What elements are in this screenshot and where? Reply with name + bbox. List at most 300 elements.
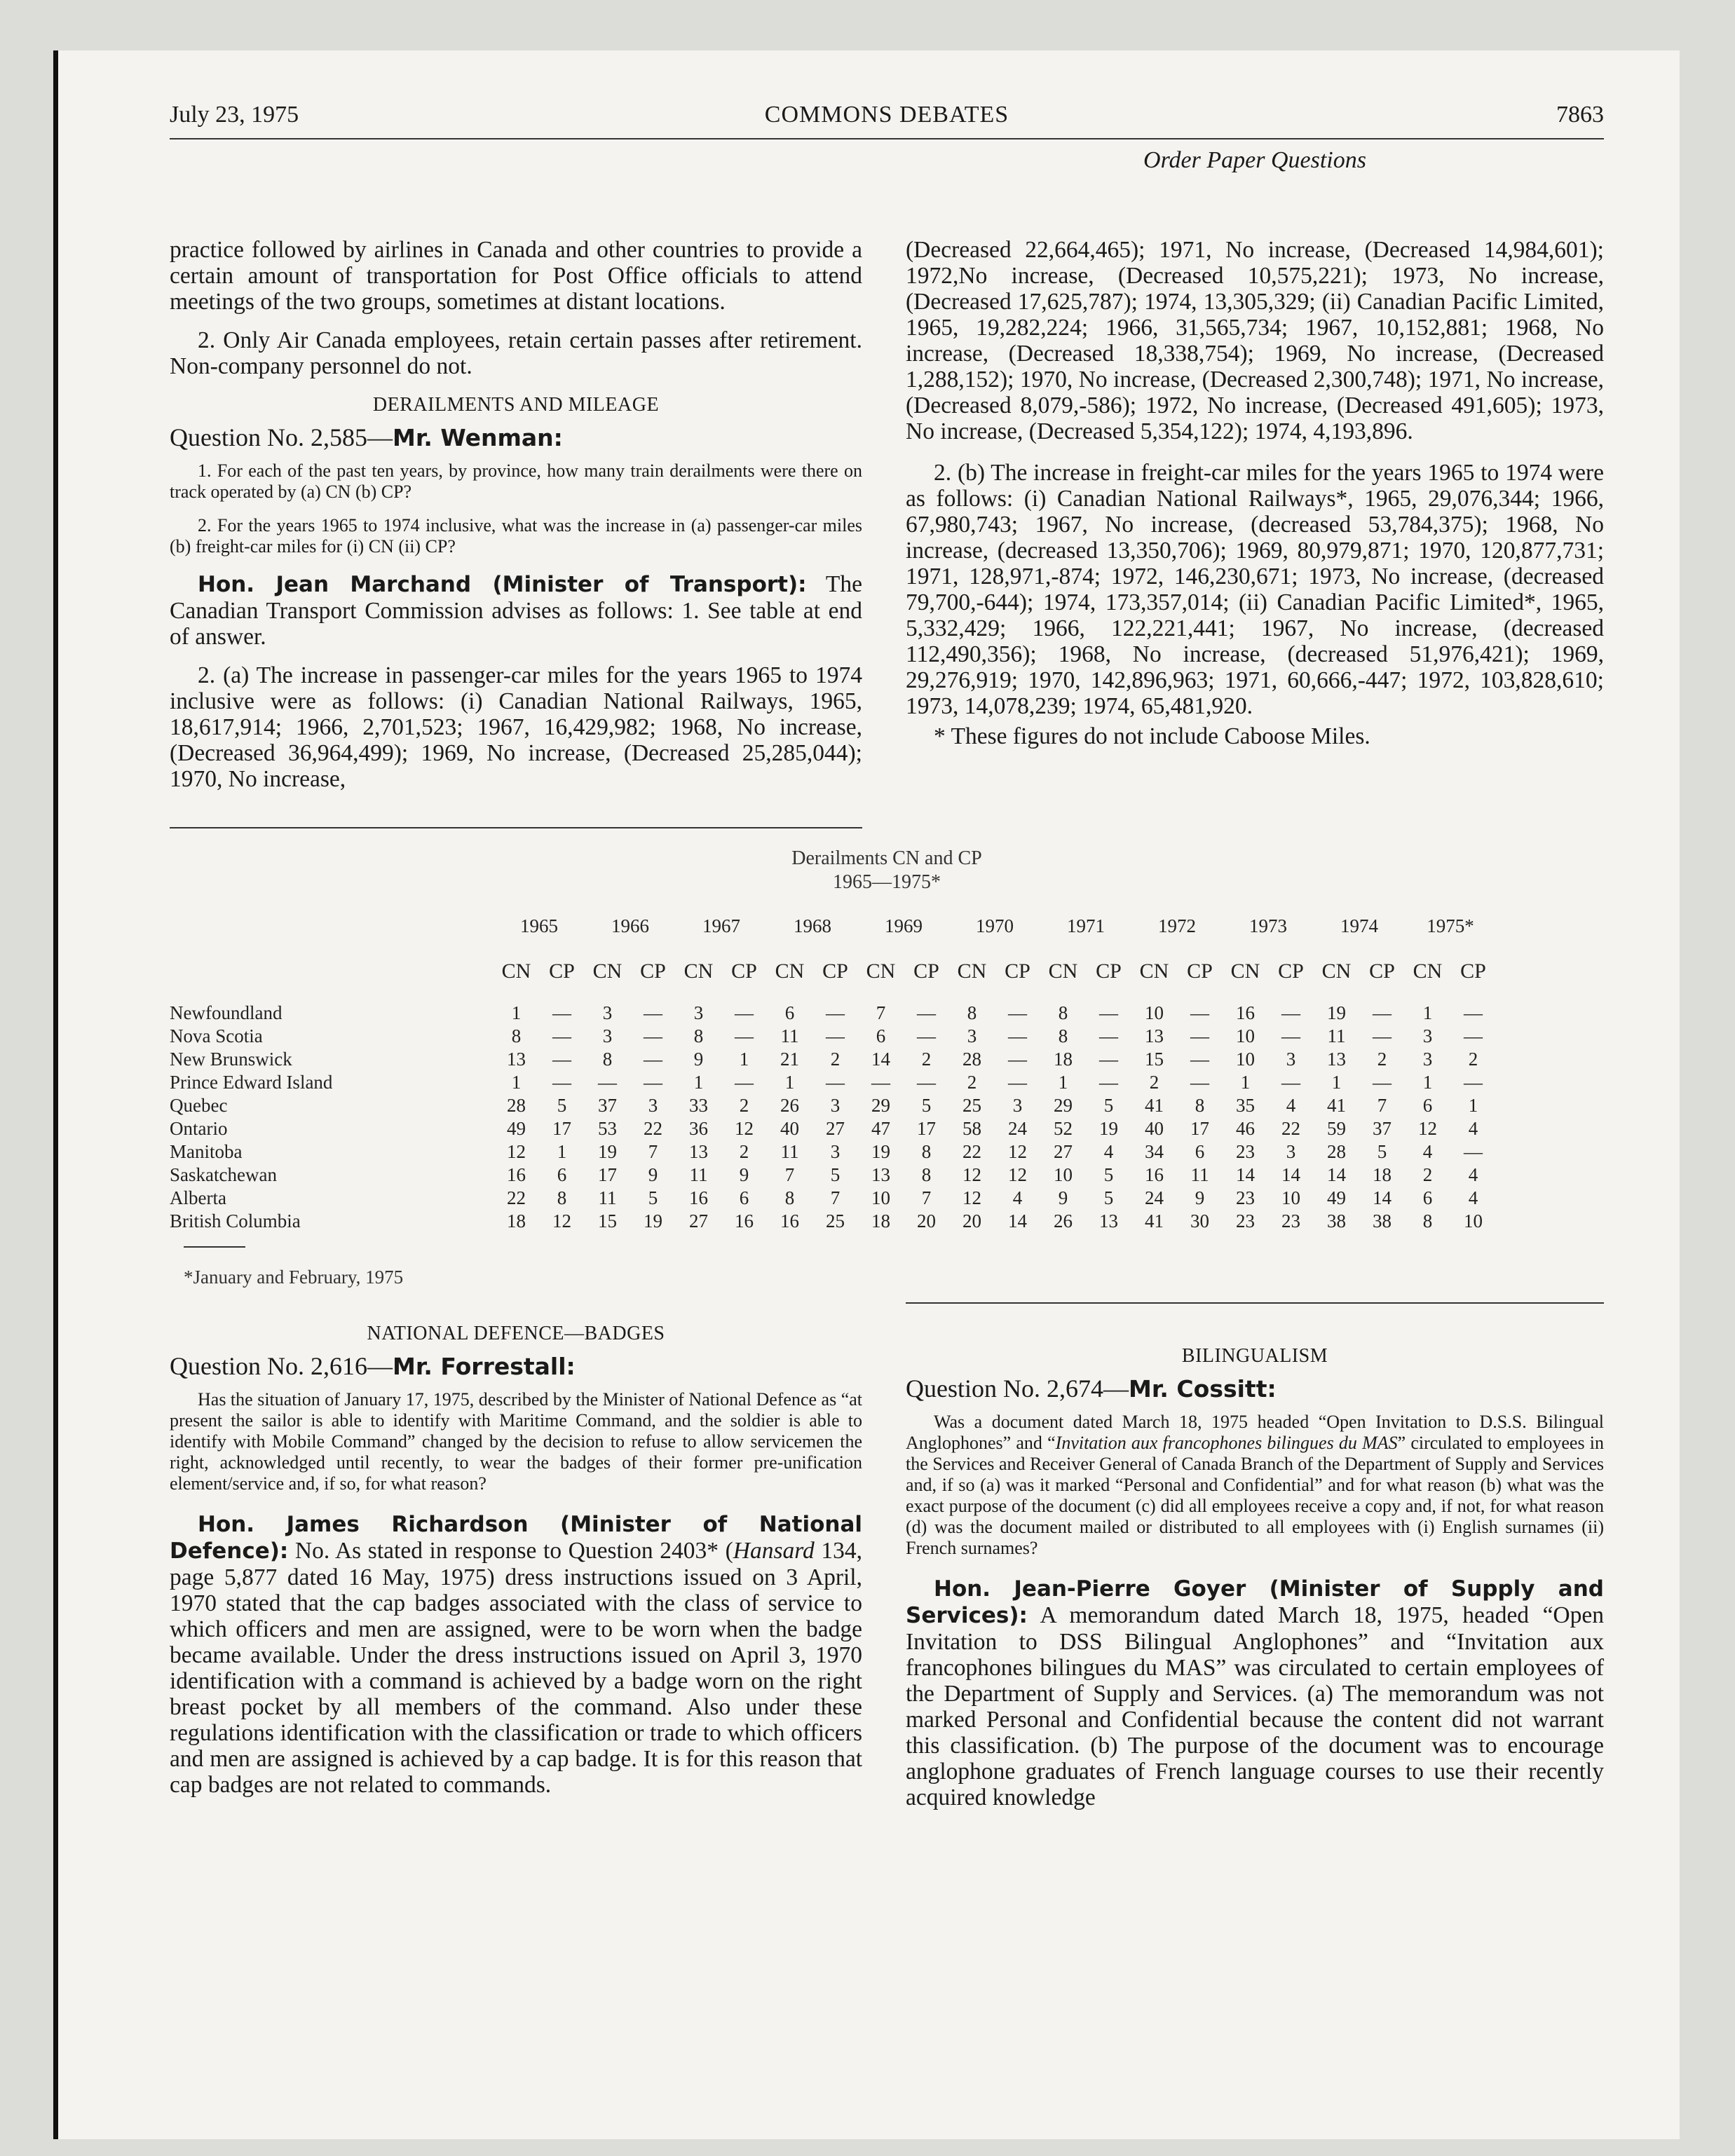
table-cell: 10 <box>1054 1164 1073 1185</box>
province-name: Saskatchewan <box>170 1164 277 1185</box>
paragraph: 2. Only Air Canada employees, retain certain passes after retirement. Non-company personnel do not. <box>170 327 862 379</box>
company-header: CP <box>1460 960 1486 983</box>
table-cell: 17 <box>598 1164 617 1185</box>
table-cell: 3 <box>693 1002 704 1023</box>
question-member: Mr. Cossitt: <box>1129 1375 1277 1403</box>
year-header: 1968 <box>794 915 831 936</box>
table-cell: 26 <box>780 1095 799 1116</box>
table-cell: 17 <box>917 1118 936 1139</box>
table-cell: — <box>644 1002 662 1023</box>
table-cell: — <box>1190 1002 1209 1023</box>
question-text-part: ” circulated to employees in the Services and Receiver General of Canada Branch of the Department of Supply and Services and, if so (a) was it marked “Personal and Confidential” and for what reason (b) what was the exact purpose of the document (c) did all employees receive a copy and, if not, for what reason (d) was the document mailed or distributed to all employees with (i) English surnames (ii) French surnames? <box>906 1433 1604 1558</box>
table-cell: 27 <box>826 1118 845 1139</box>
table-cell: 6 <box>784 1002 795 1023</box>
table-cell: — <box>826 1025 845 1046</box>
table-cell: 10 <box>1145 1002 1164 1023</box>
table-cell: 10 <box>871 1187 890 1208</box>
table-cell: 36 <box>689 1118 708 1139</box>
province-name: Ontario <box>170 1118 228 1139</box>
table-cell: — <box>1190 1025 1209 1046</box>
table-cell: — <box>735 1025 754 1046</box>
table-cell: — <box>1281 1002 1300 1023</box>
table-cell: 5 <box>1377 1141 1387 1162</box>
table-cell: 19 <box>871 1141 890 1162</box>
table-cell: 46 <box>1236 1118 1255 1139</box>
table-cell: 13 <box>689 1141 708 1162</box>
table-cell: 5 <box>648 1187 658 1208</box>
table-cell: 10 <box>1464 1210 1483 1231</box>
table-cell: 13 <box>1145 1025 1164 1046</box>
table-cell: 6 <box>739 1187 749 1208</box>
question-label: Question No. 2,674— <box>906 1374 1129 1403</box>
right-column-top <box>906 237 1604 762</box>
table-cell: 8 <box>1058 1002 1068 1023</box>
table-cell: 22 <box>644 1118 662 1139</box>
table-cell: — <box>552 1072 571 1093</box>
table-cell: 23 <box>1236 1141 1255 1162</box>
header-rule <box>170 138 1604 139</box>
table-cell: 47 <box>871 1118 890 1139</box>
table-cell: 13 <box>871 1164 890 1185</box>
table-title <box>170 847 1604 894</box>
table-title-years: 1965—1975* <box>833 871 941 893</box>
table-cell: 7 <box>784 1164 795 1185</box>
table-cell: 8 <box>1195 1095 1205 1116</box>
table-row <box>170 1094 1496 1117</box>
table-cell: 2 <box>1149 1072 1159 1093</box>
company-header: CP <box>640 960 666 983</box>
table-cell: 16 <box>735 1210 754 1231</box>
table-cell: — <box>1373 1072 1392 1093</box>
table-cell: 3 <box>1286 1141 1296 1162</box>
table-cell: 23 <box>1281 1210 1300 1231</box>
table-cell: 22 <box>1281 1118 1300 1139</box>
table-cell: 3 <box>648 1095 658 1116</box>
table-cell: — <box>1008 1072 1027 1093</box>
table-cell: 22 <box>962 1141 981 1162</box>
table-cell: 2 <box>739 1141 749 1162</box>
table-cell: 1 <box>1422 1072 1433 1093</box>
table-row <box>170 1117 1496 1140</box>
table-cell: 7 <box>648 1141 658 1162</box>
company-header: CP <box>1187 960 1213 983</box>
table-cell: — <box>1190 1072 1209 1093</box>
table-cell: 2 <box>1422 1164 1433 1185</box>
table-cell: 1 <box>784 1072 795 1093</box>
table-cell: — <box>1099 1072 1118 1093</box>
table-cell: — <box>1008 1049 1027 1070</box>
table-title-line: Derailments CN and CP <box>791 847 982 869</box>
table-cell: — <box>598 1072 617 1093</box>
table-cell: 35 <box>1236 1095 1255 1116</box>
table-cell: 3 <box>967 1025 977 1046</box>
table-cell: 12 <box>507 1141 526 1162</box>
table-cell: 8 <box>921 1164 932 1185</box>
table-cell: 40 <box>780 1118 799 1139</box>
table-cell: — <box>871 1072 890 1093</box>
table-cell: 18 <box>1373 1164 1392 1185</box>
province-name: Manitoba <box>170 1141 243 1162</box>
table-cell: 4 <box>1012 1187 1023 1208</box>
table-cell: 12 <box>962 1187 981 1208</box>
table-cell: 10 <box>1281 1187 1300 1208</box>
table-cell: 12 <box>735 1118 754 1139</box>
company-header: CN <box>683 960 714 983</box>
table-cell: — <box>1464 1141 1483 1162</box>
table-cell: 10 <box>1236 1025 1255 1046</box>
province-name: Quebec <box>170 1095 228 1116</box>
paragraph: (Decreased 22,664,465); 1971, No increase, (Decreased 14,984,601); 1972,No increase, (Decreased 10,575,221); 1973, No increase, (Decreased 17,625,787); 1974, 13,305,329; (ii) Canadian Pacific Limited, 1965, 19,282,224; 1966, 31,565,734; 1967, 10,152,881; 1968, No increase, (Decreased 18,338,754); 1969, No increase, (Decreased 1,288,152); 1970, No increase, (Decreased 2,300,748); 1971, No increase, (Decreased 8,079,-586); 1972, No increase, (Decreased 491,605); 1973, No increase, (Decreased 5,354,122); 1974, 4,193,896. <box>906 237 1604 444</box>
table-cell: 6 <box>1422 1095 1433 1116</box>
table-cell: — <box>1190 1049 1209 1070</box>
table-cell: — <box>1099 1025 1118 1046</box>
table-cell: 7 <box>876 1002 886 1023</box>
table-cell: 9 <box>648 1164 658 1185</box>
paragraph: 2. (b) The increase in freight-car miles for the years 1965 to 1974 were as follows: (i) Canadian National Railways*, 1965, 29,076,344; 1966, 67,980,743; 1967, No increase, (decreased 53,784,375); 1968, No increase, (decreased 13,350,706); 1969, 80,979,871; 1970, 120,877,731; 1971, 128,971,-874; 1972, 146,230,671; 1973, No increase, (decreased 79,700,-644); 1974, 173,357,014; (ii) Canadian Pacific Limited*, 1965, 5,332,429; 1966, 122,221,441; 1967, No increase, (decreased 112,490,356); 1968, No increase, (decreased 51,976,421); 1969, 29,276,919; 1970, 142,896,963; 1971, 60,666,-447; 1972, 103,828,610; 1973, 14,078,239; 1974, 65,481,920. <box>906 460 1604 719</box>
table-cell: 8 <box>921 1141 932 1162</box>
table-cell: 14 <box>1373 1187 1392 1208</box>
table-cell: 9 <box>1058 1187 1068 1208</box>
answer-paragraph <box>170 1511 862 1798</box>
table-cell: 41 <box>1145 1210 1164 1231</box>
company-header: CN <box>775 960 805 983</box>
company-header: CP <box>1005 960 1030 983</box>
left-column-top <box>170 237 862 805</box>
table-cell: 13 <box>507 1049 526 1070</box>
table-cell: 8 <box>967 1002 977 1023</box>
table-cell: 37 <box>1373 1118 1392 1139</box>
table-row <box>170 1187 1496 1210</box>
paragraph: practice followed by airlines in Canada and other countries to provide a certain amount of transportation for Post Office officials to attend meetings of the two groups, sometimes at distant locations. <box>170 237 862 315</box>
table-cell: 23 <box>1236 1210 1255 1231</box>
table-cell: 41 <box>1327 1095 1346 1116</box>
table-cell: 2 <box>739 1095 749 1116</box>
answer-text: The Canadian Transport Commission advises as follows: 1. See table at end of answer. <box>170 571 862 650</box>
table-cell: 18 <box>1054 1049 1073 1070</box>
corner-cell <box>170 960 494 1002</box>
table-cell: 15 <box>598 1210 617 1231</box>
table-cell: 3 <box>1422 1049 1433 1070</box>
table-cell: 8 <box>1422 1210 1433 1231</box>
table-cell: 7 <box>921 1187 932 1208</box>
table-cell: 1 <box>1240 1072 1251 1093</box>
province-name: New Brunswick <box>170 1049 292 1070</box>
table-cell: — <box>917 1025 936 1046</box>
section-heading: NATIONAL DEFENCE—BADGES <box>367 1323 665 1344</box>
table-cell: 1 <box>1468 1095 1478 1116</box>
left-column-bottom <box>170 1311 862 1810</box>
table-cell: 5 <box>921 1095 932 1116</box>
table-cell: 16 <box>507 1164 526 1185</box>
table-cell: 14 <box>1236 1164 1255 1185</box>
table-cell: 12 <box>552 1210 571 1231</box>
table-cell: 29 <box>871 1095 890 1116</box>
table-cell: 1 <box>739 1049 749 1070</box>
table-cell: 24 <box>1008 1118 1027 1139</box>
table-cell: 3 <box>602 1025 613 1046</box>
table-cell: 4 <box>1468 1164 1478 1185</box>
table-row <box>170 1071 1496 1094</box>
table-row <box>170 1210 1496 1233</box>
company-header: CN <box>1413 960 1443 983</box>
table-cell: — <box>735 1002 754 1023</box>
province-name: Alberta <box>170 1187 226 1208</box>
table-cell: 5 <box>830 1164 841 1185</box>
table-cell: 49 <box>1327 1187 1346 1208</box>
footnote-rule <box>184 1246 245 1248</box>
table-cell: — <box>826 1002 845 1023</box>
table-cell: 12 <box>1008 1164 1027 1185</box>
table-cell: 20 <box>962 1210 981 1231</box>
company-header: CN <box>957 960 987 983</box>
table-cell: — <box>1008 1025 1027 1046</box>
question-member: Mr. Forrestall: <box>393 1353 576 1380</box>
table-cell: 52 <box>1054 1118 1073 1139</box>
table-cell: 8 <box>784 1187 795 1208</box>
company-header: CP <box>913 960 939 983</box>
table-cell: 19 <box>1099 1118 1118 1139</box>
question-text: 2. For the years 1965 to 1974 inclusive, what was the increase in (a) passenger-car miles (b) freight-car miles for (i) CN (ii) CP? <box>170 515 862 557</box>
table-cell: 5 <box>1103 1187 1114 1208</box>
province-name: Nova Scotia <box>170 1025 263 1046</box>
table-cell: 4 <box>1103 1141 1114 1162</box>
answer-text: No. As stated in response to Question 2403* ( <box>288 1538 733 1564</box>
year-header: 1974 <box>1340 915 1378 936</box>
table-cell: 7 <box>1377 1095 1387 1116</box>
table-cell: — <box>552 1002 571 1023</box>
table-cell: 8 <box>602 1049 613 1070</box>
answer-paragraph <box>906 1576 1604 1810</box>
table-cell: 14 <box>871 1049 890 1070</box>
table-cell: 41 <box>1145 1095 1164 1116</box>
question-label: Question No. 2,616— <box>170 1352 393 1380</box>
question-label: Question No. 2,585— <box>170 423 393 451</box>
table-cell: 11 <box>1190 1164 1209 1185</box>
table-cell: — <box>1281 1025 1300 1046</box>
table-year-header <box>170 915 1496 960</box>
table-cell: 59 <box>1327 1118 1346 1139</box>
table-cell: 18 <box>507 1210 526 1231</box>
table-cell: 12 <box>962 1164 981 1185</box>
table-cell: 9 <box>739 1164 749 1185</box>
table-cell: 2 <box>921 1049 932 1070</box>
table-cell: 3 <box>1286 1049 1296 1070</box>
table-cell: 24 <box>1145 1187 1164 1208</box>
table-cell: — <box>1008 1002 1027 1023</box>
table-cell: — <box>552 1025 571 1046</box>
header-title: COMMONS DEBATES <box>764 102 1009 128</box>
table-cell: 19 <box>1327 1002 1346 1023</box>
company-header: CP <box>549 960 575 983</box>
table-cell: 2 <box>1468 1049 1478 1070</box>
province-name: Prince Edward Island <box>170 1072 333 1093</box>
section-rule <box>906 1302 1604 1304</box>
section-heading: BILINGUALISM <box>1181 1345 1328 1367</box>
table-cell: — <box>1464 1072 1483 1093</box>
table-cell: 8 <box>557 1187 567 1208</box>
table-cell: 26 <box>1054 1210 1073 1231</box>
question-text-part: Was a document dated March 18, 1975 headed “Open Invitation to D.S.S. Bilingual Anglophones” and “ <box>906 1412 1604 1453</box>
table-cell: — <box>917 1002 936 1023</box>
table-cell: — <box>644 1025 662 1046</box>
company-header: CP <box>1369 960 1395 983</box>
year-header: 1969 <box>885 915 923 936</box>
table-cell: 3 <box>830 1095 841 1116</box>
table-cell: 19 <box>598 1141 617 1162</box>
table-cell: 16 <box>780 1210 799 1231</box>
table-cell: 12 <box>1418 1118 1437 1139</box>
answer-text: A memorandum dated March 18, 1975, headed “Open Invitation to DSS Bilingual Anglophones” and “Invitation aux francophones bilingues du MAS” was circulated to certain employees of the Department of Supply and Services. (a) The memorandum was not marked Personal and Confidential because the content did not warrant this classification. (b) The purpose of the document was to encourage anglophone graduates of French language courses to use their recently acquired knowledge <box>906 1602 1604 1810</box>
table-row <box>170 1164 1496 1187</box>
hansard-ref: Hansard <box>733 1538 815 1564</box>
table-cell: — <box>1373 1025 1392 1046</box>
question-text-italic: Invitation aux francophones bilingues du MAS <box>1055 1433 1398 1453</box>
table-cell: 8 <box>511 1025 522 1046</box>
table-cell: 14 <box>1327 1164 1346 1185</box>
table-cell: — <box>644 1049 662 1070</box>
table-cell: 13 <box>1099 1210 1118 1231</box>
table-cell: 27 <box>1054 1141 1073 1162</box>
table-footnote: *January and February, 1975 <box>184 1267 404 1288</box>
header-date: July 23, 1975 <box>170 102 299 128</box>
company-header: CN <box>1321 960 1352 983</box>
table-cell: 5 <box>557 1095 567 1116</box>
table-cell: 11 <box>780 1025 799 1046</box>
table-cell: — <box>644 1072 662 1093</box>
table-cell: 4 <box>1468 1118 1478 1139</box>
table-cell: 1 <box>693 1072 704 1093</box>
table-cell: — <box>1464 1025 1483 1046</box>
table-row <box>170 1002 1496 1025</box>
speaker-name: Hon. Jean-Pierre Goyer (Minister of Supply and Services): <box>906 1576 1604 1628</box>
table-cell: 38 <box>1327 1210 1346 1231</box>
table-cell: 25 <box>826 1210 845 1231</box>
table-cell: 1 <box>511 1072 522 1093</box>
table-cell: 5 <box>1103 1164 1114 1185</box>
table-cell: 7 <box>830 1187 841 1208</box>
table-cell: 2 <box>830 1049 841 1070</box>
right-column-bottom <box>906 1333 1604 1823</box>
table-cell: 1 <box>511 1002 522 1023</box>
question-text <box>906 1412 1604 1559</box>
year-header: 1972 <box>1158 915 1196 936</box>
table-row <box>170 1025 1496 1048</box>
table-cell: 11 <box>689 1164 708 1185</box>
table-cell: 8 <box>1058 1025 1068 1046</box>
year-header: 1965 <box>520 915 558 936</box>
year-header: 1970 <box>976 915 1014 936</box>
table-cell: 6 <box>876 1025 886 1046</box>
table-cell: — <box>735 1072 754 1093</box>
year-header: 1973 <box>1249 915 1287 936</box>
table-cell: 53 <box>598 1118 617 1139</box>
company-header: CN <box>866 960 896 983</box>
table-cell: — <box>1373 1002 1392 1023</box>
table-cell: 1 <box>557 1141 567 1162</box>
table-cell: 15 <box>1145 1049 1164 1070</box>
table-company-header <box>170 960 1496 1002</box>
table-cell: 27 <box>689 1210 708 1231</box>
table-cell: 12 <box>1008 1141 1027 1162</box>
table-cell: 25 <box>962 1095 981 1116</box>
table-cell: 11 <box>598 1187 617 1208</box>
answer-text: 134, page 5,877 dated 16 May, 1975) dress instructions issued on 3 April, 1970 stated that the cap badges associated with the class of service to which officers and men are assigned, were to be worn when the badge became available. Under the dress instructions issued on April 3, 1970 identification with a command is achieved by a badge worn on the right breast pocket by all members of the command. Also under these regulations identification with the classification or trade to which officers and men are assigned is achieved by a cap badge. It is for this reason that cap badges are not related to commands. <box>170 1538 863 1798</box>
company-header: CN <box>1230 960 1260 983</box>
header-page-number: 7863 <box>1556 102 1604 128</box>
speaker-name: Hon. James Richardson (Minister of National Defence): <box>170 1512 862 1564</box>
table-cell: 33 <box>689 1095 708 1116</box>
year-header: 1971 <box>1067 915 1105 936</box>
question-title <box>170 1353 862 1379</box>
table-cell: 14 <box>1281 1164 1300 1185</box>
company-header: CN <box>501 960 531 983</box>
table-cell: — <box>1281 1072 1300 1093</box>
table-cell: 28 <box>507 1095 526 1116</box>
table-cell: 29 <box>1054 1095 1073 1116</box>
company-header: CP <box>1096 960 1122 983</box>
speaker-name: Hon. Jean Marchand (Minister of Transport): <box>198 572 807 597</box>
table-cell: 18 <box>871 1210 890 1231</box>
table-cell: 4 <box>1286 1095 1296 1116</box>
question-text: Has the situation of January 17, 1975, described by the Minister of National Defence as “at present the sailor is able to identify with Maritime Command, and the soldier is able to identify with Mobile Command” changed by the decision to refuse to allow servicemen the right, acknowledged until recently, to wear the badges of their former pre-unification element/service and, if so, for what reason? <box>170 1389 862 1494</box>
table-cell: — <box>1099 1002 1118 1023</box>
table-cell: — <box>552 1049 571 1070</box>
table-cell: 49 <box>507 1118 526 1139</box>
table-cell: 20 <box>917 1210 936 1231</box>
table-cell: 4 <box>1468 1187 1478 1208</box>
table-cell: 1 <box>1058 1072 1068 1093</box>
table-cell: 13 <box>1327 1049 1346 1070</box>
table-cell: 2 <box>1377 1049 1387 1070</box>
table-cell: 16 <box>1145 1164 1164 1185</box>
year-header: 1967 <box>702 915 740 936</box>
binding-edge <box>53 50 58 2139</box>
table-cell: 3 <box>1012 1095 1023 1116</box>
table-cell: 38 <box>1373 1210 1392 1231</box>
company-header: CN <box>592 960 622 983</box>
province-name: British Columbia <box>170 1210 301 1231</box>
company-header: CP <box>1278 960 1304 983</box>
table-cell: 16 <box>689 1187 708 1208</box>
table-cell: 28 <box>962 1049 981 1070</box>
section-heading: DERAILMENTS AND MILEAGE <box>372 394 660 416</box>
section-rule <box>170 827 862 828</box>
table-cell: 16 <box>1236 1002 1255 1023</box>
province-name: Newfoundland <box>170 1002 283 1023</box>
table-cell: 58 <box>962 1118 981 1139</box>
table-cell: 40 <box>1145 1118 1164 1139</box>
table-cell: 4 <box>1422 1141 1433 1162</box>
corner-cell <box>170 915 494 960</box>
table-cell: 2 <box>967 1072 977 1093</box>
year-header: 1975* <box>1427 915 1474 936</box>
table-cell: 21 <box>780 1049 799 1070</box>
table-cell: 3 <box>1422 1025 1433 1046</box>
table-cell: 30 <box>1190 1210 1209 1231</box>
derailments-table <box>170 915 1604 1233</box>
footnote: * These figures do not include Caboose Miles. <box>934 723 1370 749</box>
table-cell: 6 <box>1195 1141 1205 1162</box>
table-row <box>170 1048 1496 1071</box>
company-header: CP <box>731 960 757 983</box>
table-cell: 14 <box>1008 1210 1027 1231</box>
table-cell: 17 <box>1190 1118 1209 1139</box>
table-cell: 9 <box>1195 1187 1205 1208</box>
table-cell: 11 <box>780 1141 799 1162</box>
table-cell: 19 <box>644 1210 662 1231</box>
running-head: Order Paper Questions <box>1143 147 1366 173</box>
table-cell: 28 <box>1327 1141 1346 1162</box>
